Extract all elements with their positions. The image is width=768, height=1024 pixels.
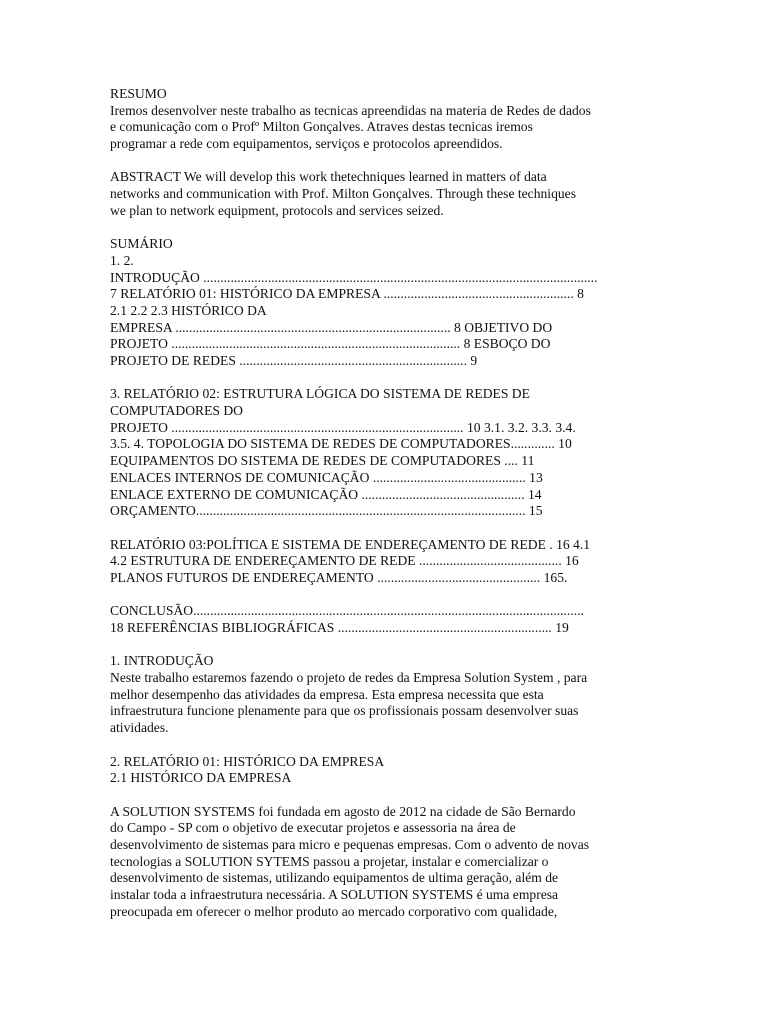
text-line: 7 RELATÓRIO 01: HISTÓRICO DA EMPRESA ........................................................ 8 [110,286,584,302]
blank-line [110,787,670,804]
text-line: Neste trabalho estaremos fazendo o projeto de redes da Empresa Solution System , para [110,670,588,686]
text-line: PROJETO DE REDES ................................................................... 9 [110,353,478,368]
text-line: ENLACES INTERNOS DE COMUNICAÇÃO ............................................. 13 [110,469,543,485]
blank-line [110,587,670,604]
text-line: INTRODUÇÃO .................................................................................................................... [110,269,598,285]
text-line: we plan to network equipment, protocols and services seized. [110,202,444,218]
text-line: 2.1 HISTÓRICO DA EMPRESA [110,770,292,786]
text-line: 1. INTRODUÇÃO [110,653,214,669]
text-line: do Campo - SP com o objetivo de executar projetos e assessoria na área de [110,820,516,836]
text-line: 3. RELATÓRIO 02: ESTRUTURA LÓGICA DO SISTEMA DE REDES DE [110,386,530,402]
text-line: PROJETO ...................................................................................... 10 3.1. 3.2. 3.3. 3.4. [110,419,576,435]
text-line: RELATÓRIO 03:POLÍTICA E SISTEMA DE ENDEREÇAMENTO DE REDE . 16 4.1 [110,536,591,552]
text-line: 4.2 ESTRUTURA DE ENDEREÇAMENTO DE REDE .......................................... 16 [110,553,579,569]
text-line: PROJETO ..................................................................................... 8 ESBOÇO DO [110,336,551,352]
text-line: desenvolvimento de sistemas, utilizando equipamentos de ultima geração, além de [110,870,559,886]
blank-line [110,370,670,387]
text-line: networks and communication with Prof. Milton Gonçalves. Through these techniques [110,186,577,202]
text-line: infraestrutura funcione plenamente para que os profissionais possam desenvolver suas [110,703,579,719]
text-line: ENLACE EXTERNO DE COMUNICAÇÃO ................................................ 14 [110,486,542,502]
text-line: COMPUTADORES DO [110,403,243,419]
text-line: RESUMO [110,86,167,101]
text-line: 1. 2. [110,252,134,268]
text-line: CONCLUSÃO................................................................................................................... [110,603,584,619]
text-line: atividades. [110,720,169,736]
blank-line [110,153,670,170]
text-line: ABSTRACT We will develop this work thetechniques learned in matters of data [110,169,547,185]
text-line: preocupada em oferecer o melhor produto ao mercado corporativo com qualidade, [110,903,558,919]
text-line: Iremos desenvolver neste trabalho as tecnicas apreendidas na materia de Redes de dados [110,102,591,118]
text-line: PLANOS FUTUROS DE ENDEREÇAMENTO ................................................ 165. [110,569,568,585]
blank-line [110,637,670,654]
text-line: A SOLUTION SYSTEMS foi fundada em agosto de 2012 na cidade de São Bernardo [110,803,576,819]
text-line: EMPRESA ................................................................................. 8 OBJETIVO DO [110,319,553,335]
text-line: 18 REFERÊNCIAS BIBLIOGRÁFICAS ............................................................... 19 [110,620,569,635]
blank-line [110,737,670,754]
text-line: melhor desempenho das atividades da empresa. Esta empresa necessita que esta [110,686,544,702]
text-line: ORÇAMENTO................................................................................................. 15 [110,503,543,519]
text-line: 2. RELATÓRIO 01: HISTÓRICO DA EMPRESA [110,753,385,769]
text-line: 3.5. 4. TOPOLOGIA DO SISTEMA DE REDES DE COMPUTADORES............. 10 [110,436,572,452]
text-line: desenvolvimento de sistemas para micro e pequenas empresas. Com o advento de novas [110,836,590,852]
text-line: instalar toda a infraestrutura necessária. A SOLUTION SYSTEMS é uma empresa [110,887,559,902]
text-line: programar a rede com equipamentos, serviços e protocolos apreendidos. [110,136,503,152]
text-line: SUMÁRIO [110,236,173,252]
blank-line [110,520,670,537]
text-line: 2.1 2.2 2.3 HISTÓRICO DA [110,302,267,318]
blank-line [110,220,670,237]
text-line: tecnologias a SOLUTION SYTEMS passou a projetar, instalar e comercializar o [110,853,549,869]
document-body [110,86,670,920]
text-line: e comunicação com o Profº Milton Gonçalves. Atraves destas tecnicas iremos [110,119,533,135]
text-line: EQUIPAMENTOS DO SISTEMA DE REDES DE COMPUTADORES .... 11 [110,453,535,469]
